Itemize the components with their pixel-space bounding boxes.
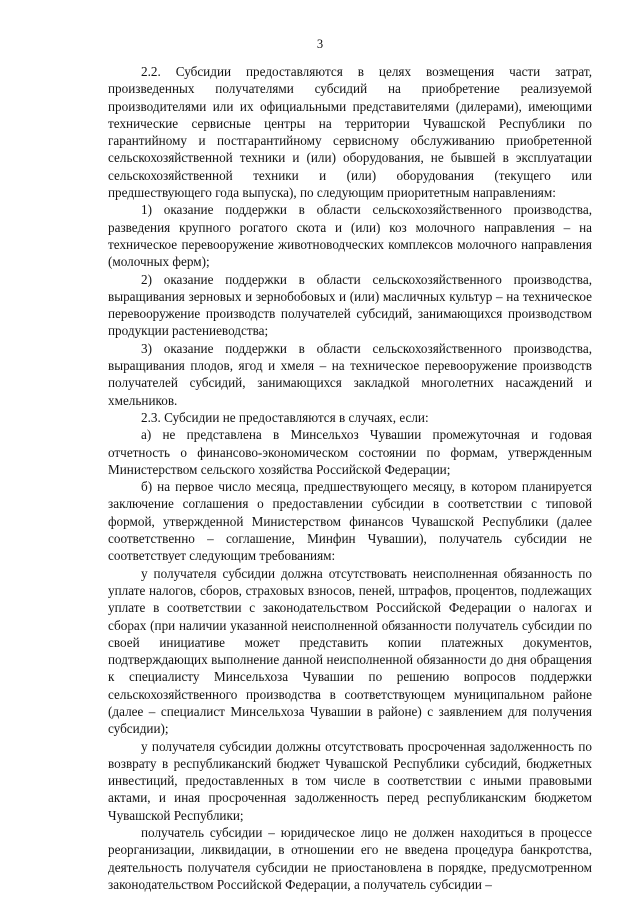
page-number: 3	[316, 37, 324, 51]
paragraph-item-b: б) на первое число месяца, предшествующего месяцу, в котором планируется заключение соглашения о предоставлении субсидии в соответствии с типовой формой, утвержденной Министерством финансов Чувашской Республики (далее соответственно – соглашение, Минфин Чувашии), получатель субсидии не соответствует следующим требованиям:	[108, 479, 592, 564]
paragraph-2-3: 2.3. Субсидии не предоставляются в случаях, если:	[141, 409, 429, 425]
paragraph-item-a: а) не представлена в Минсельхоз Чувашии промежуточная и годовая отчетность о финансово-экономическом состоянии по формам, утвержденным Министерством сельского хозяйства Российской Федерации;	[108, 427, 592, 477]
document-body	[108, 63, 592, 893]
paragraph-direction-2: 2) оказание поддержки в области сельскохозяйственного производства, выращивания зерновых и зернобобовых и (или) масличных культур – на техническое перевооружение производств получателей субсидий, занимающихся производством продукции растениеводства;	[108, 271, 592, 339]
paragraph-debt-requirement: у получателя субсидии должны отсутствовать просроченная задолженность по возврату в республиканский бюджет Чувашской Республики субсидий, бюджетных инвестиций, предоставленных в том числе в соответствии с иными правовыми актами, и иная просроченная задолженность перед республиканским бюджетом Чувашской Республики;	[108, 738, 592, 823]
paragraph-direction-1: 1) оказание поддержки в области сельскохозяйственного производства, разведения крупного рогатого скота и (или) коз молочного направления – на техническое перевооружение животноводческих комплексов молочного направления (молочных ферм);	[108, 202, 592, 270]
paragraph-2-2: 2.2. Субсидии предоставляются в целях возмещения части затрат, произведенных получателями субсидий на приобретение реализуемой производителями или их официальными представителями (дилерами), имеющими технические сервисные центры на территории Чувашской Республики по гарантийному и постгарантийному сервисному обслуживанию приобретенной сельскохозяйственной техники и (или) оборудования, не бывшей в эксплуатации сельскохозяйственной техники и (или) оборудования (текущего или предшествующего года выпуска), по следующим приоритетным направлениям:	[108, 64, 592, 201]
paragraph-legal-entity-requirement: получатель субсидии – юридическое лицо не должен находиться в процессе реорганизации, ликвидации, в отношении его не введена процедура банкротства, деятельность получателя субсидии не приостановлена в порядке, предусмотренном законодательством Российской Федерации, а получатель субсидии –	[108, 825, 592, 892]
paragraph-direction-3: 3) оказание поддержки в области сельскохозяйственного производства, выращивания плодов, ягод и хмеля – на техническое перевооружение производств получателей субсидий, занимающихся закладкой многолетних насаждений и хмельников.	[108, 340, 592, 408]
paragraph-tax-requirement: у получателя субсидии должна отсутствовать неисполненная обязанность по уплате налогов, сборов, страховых взносов, пеней, штрафов, процентов, подлежащих уплате в соответствии с законодательством Российской Федерации о налогах и сборах (при наличии указанной неисполненной обязанности получатель субсидии по своей инициативе может представить копии платежных документов, подтверждающих выполнение данной неисполненной обязанности до дня обращения к специалисту Минсельхоза Чувашии по решению вопросов поддержки сельскохозяйственного производства в соответствующем муниципальном районе (далее – специалист Минсельхоза Чувашии в районе) с заявлением для получения субсидии);	[108, 565, 592, 737]
